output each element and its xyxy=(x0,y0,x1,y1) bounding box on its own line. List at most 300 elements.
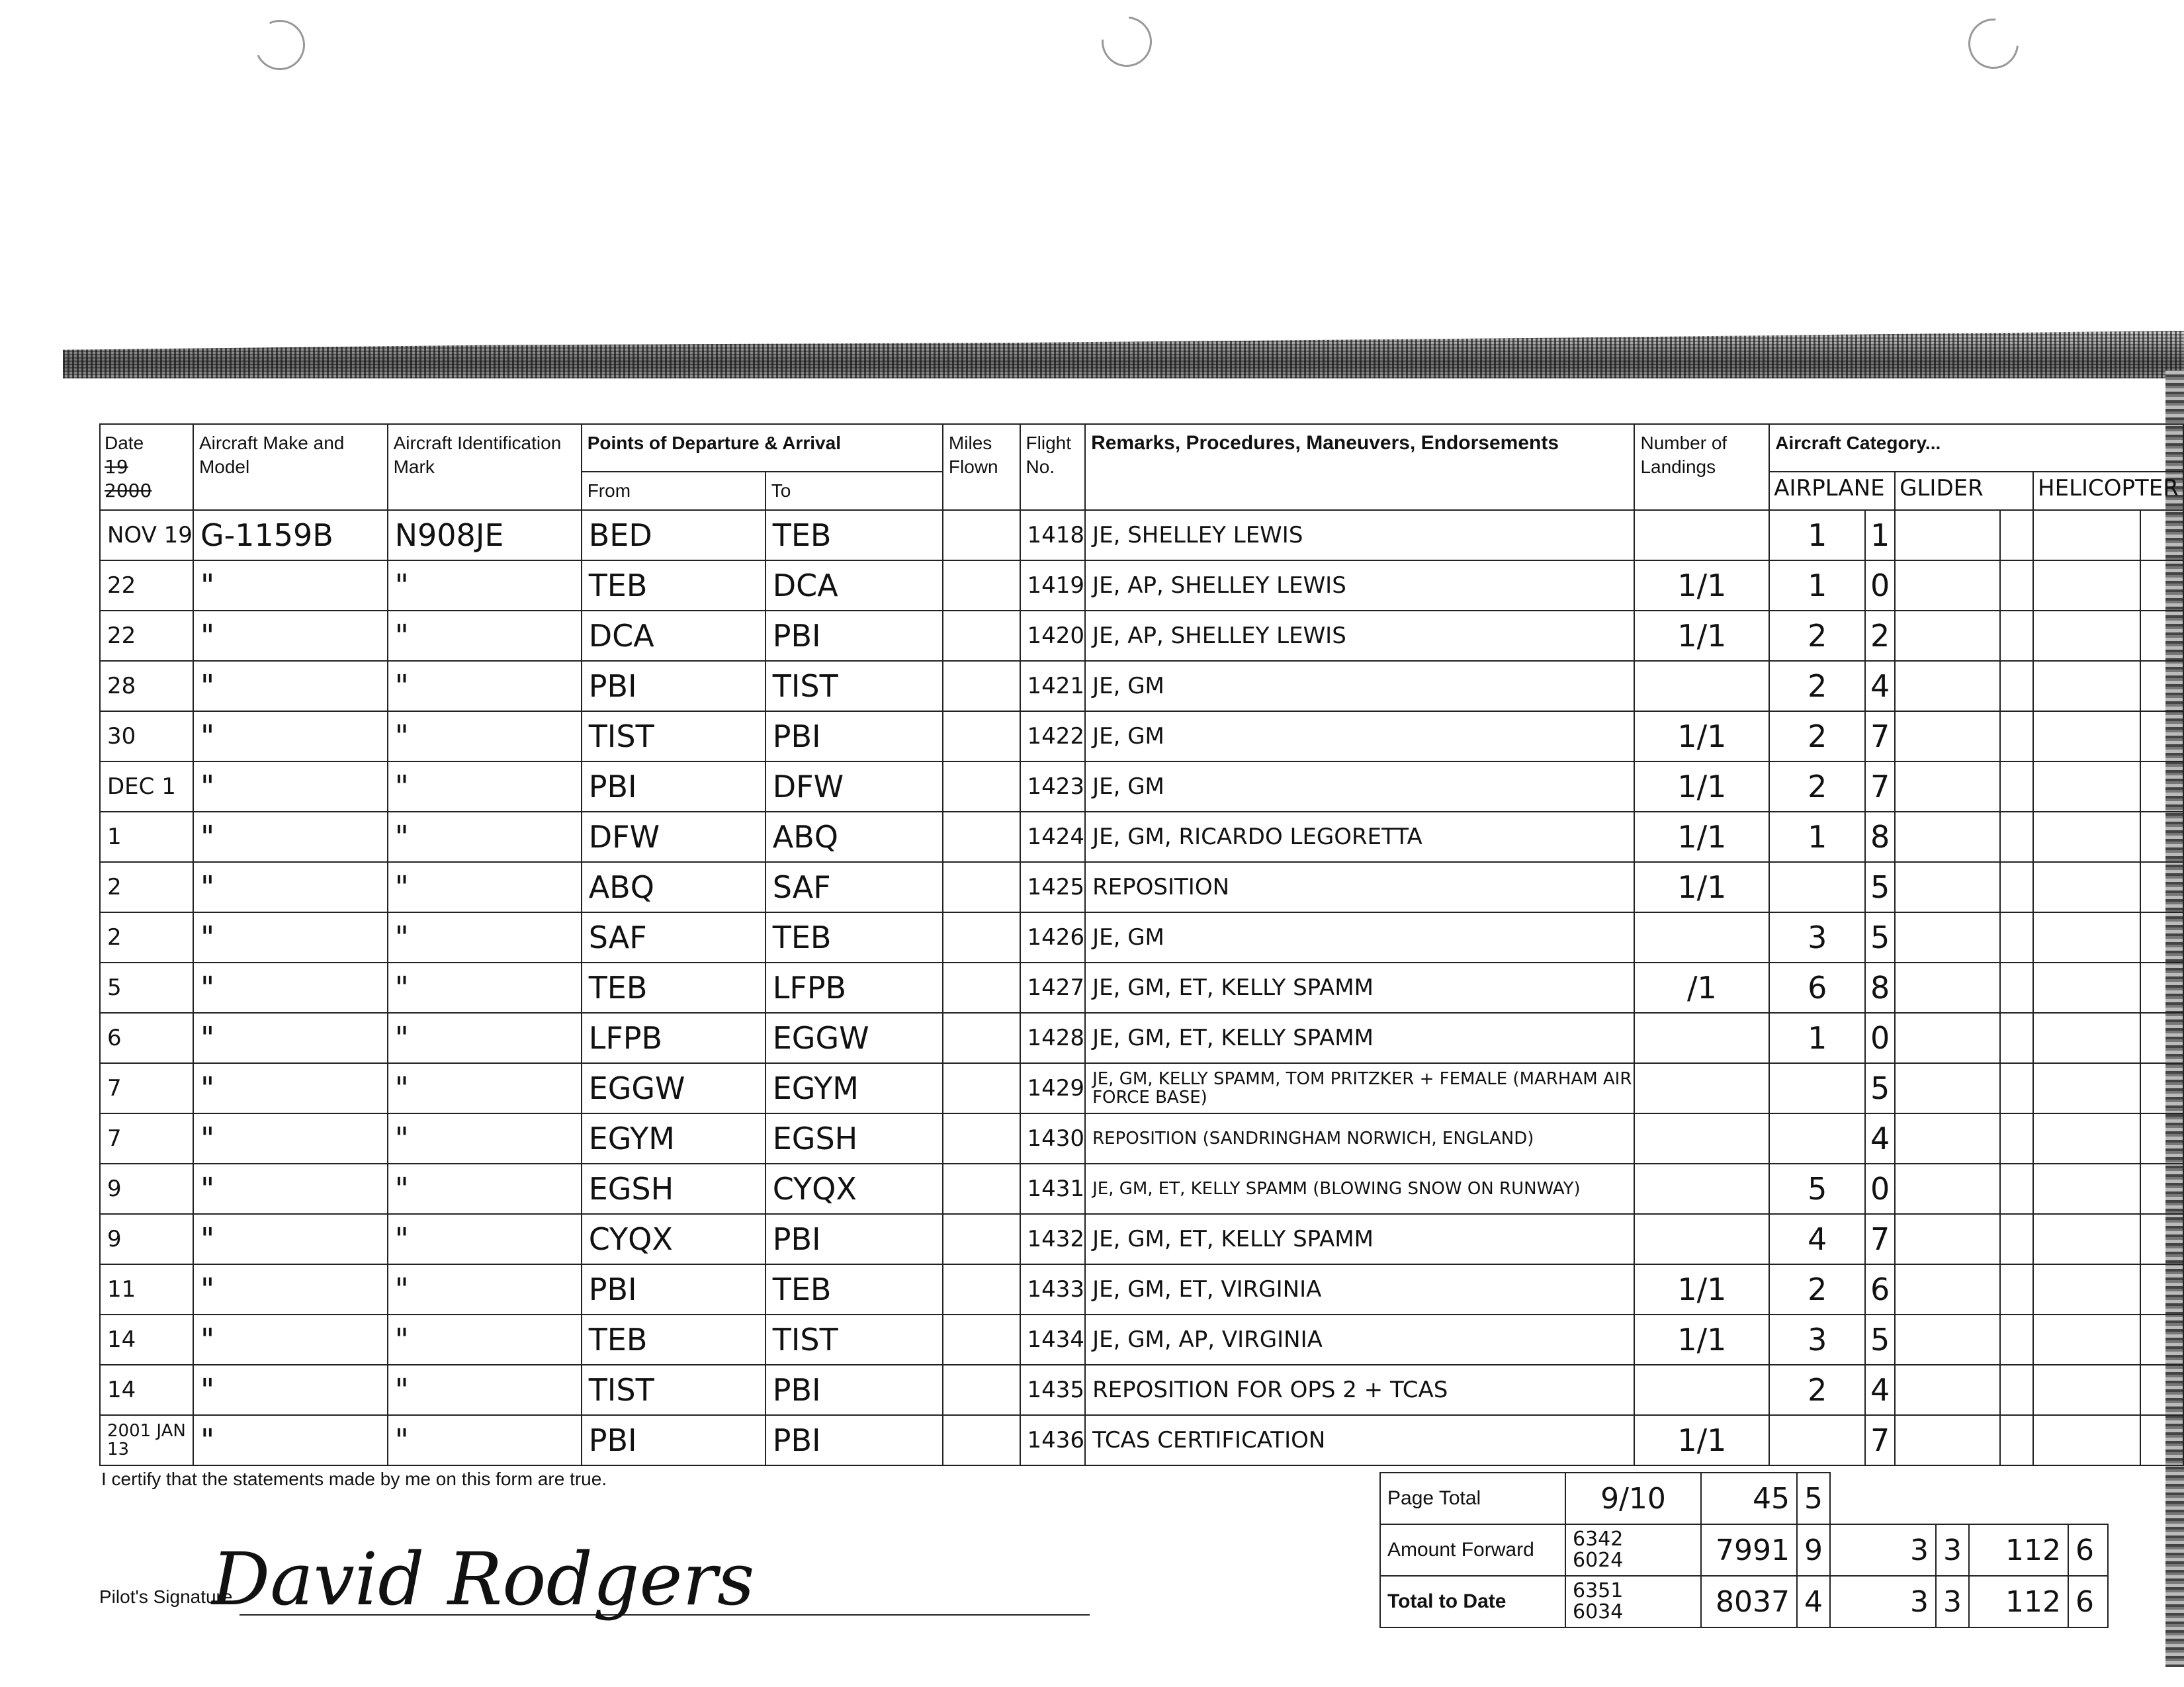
row-glider-hours xyxy=(1895,560,2000,611)
row-glider-tenths xyxy=(2000,611,2033,661)
row-airplane-tenths: 0 xyxy=(1865,1164,1895,1214)
row-ident: " xyxy=(388,862,582,912)
row-heli-hours xyxy=(2033,711,2140,761)
date-year: 2000 xyxy=(105,480,152,501)
row-glider-tenths xyxy=(2000,510,2033,560)
col-landings-header: Number of Landings xyxy=(1634,424,1769,510)
row-glider-tenths xyxy=(2000,1013,2033,1063)
row-glider-tenths xyxy=(2000,1264,2033,1315)
pilot-signature-text: David Rodgers xyxy=(212,1537,755,1622)
row-from: SAF xyxy=(582,912,765,963)
row-glider-hours xyxy=(1895,761,2000,812)
row-from: ABQ xyxy=(582,862,765,912)
row-glider-tenths xyxy=(2000,761,2033,812)
row-airplane-tenths: 5 xyxy=(1865,912,1895,963)
table-row xyxy=(100,912,2183,963)
row-date: 2001 JAN 13 xyxy=(100,1415,193,1465)
row-ident: " xyxy=(388,1063,582,1113)
row-to: PBI xyxy=(765,711,943,761)
row-to: LFPB xyxy=(765,963,943,1013)
row-remarks: JE, GM, ET, KELLY SPAMM (BLOWING SNOW ON RUNWAY) xyxy=(1085,1164,1634,1214)
page-total-hours: 45 xyxy=(1701,1473,1797,1524)
row-remarks: JE, AP, SHELLEY LEWIS xyxy=(1085,560,1634,611)
row-miles xyxy=(943,1365,1020,1415)
row-airplane-hours xyxy=(1769,862,1865,912)
row-heli-tenths xyxy=(2140,963,2183,1013)
total-to-date-landings-a: 6351 xyxy=(1573,1579,1624,1602)
row-date: 22 xyxy=(100,560,193,611)
row-miles xyxy=(943,611,1020,661)
table-row xyxy=(100,862,2183,912)
row-airplane-hours: 1 xyxy=(1769,1013,1865,1063)
row-remarks: JE, GM, ET, VIRGINIA xyxy=(1085,1264,1634,1315)
row-from: TEB xyxy=(582,560,765,611)
amount-forward-landings-b: 6024 xyxy=(1573,1549,1624,1572)
row-heli-tenths xyxy=(2140,611,2183,661)
row-remarks: REPOSITION (SANDRINGHAM NORWICH, ENGLAND) xyxy=(1085,1113,1634,1164)
row-to: SAF xyxy=(765,862,943,912)
col-category-header: Aircraft Category... xyxy=(1769,424,2183,472)
col-to-header: To xyxy=(765,472,943,510)
row-flight-no: 1427 xyxy=(1020,963,1086,1013)
row-from: PBI xyxy=(582,661,765,711)
row-make-model: G-1159B xyxy=(193,510,388,560)
table-row xyxy=(100,711,2183,761)
row-heli-hours xyxy=(2033,510,2140,560)
row-date: 2 xyxy=(100,862,193,912)
row-remarks: JE, SHELLEY LEWIS xyxy=(1085,510,1634,560)
row-landings: 1/1 xyxy=(1634,761,1769,812)
row-from: LFPB xyxy=(582,1013,765,1063)
row-flight-no: 1435 xyxy=(1020,1365,1086,1415)
row-heli-hours xyxy=(2033,963,2140,1013)
row-heli-hours xyxy=(2033,1315,2140,1365)
row-airplane-hours: 2 xyxy=(1769,661,1865,711)
row-flight-no: 1418 xyxy=(1020,510,1086,560)
row-airplane-hours: 2 xyxy=(1769,611,1865,661)
row-heli-hours xyxy=(2033,560,2140,611)
cat-glider-header: GLIDER xyxy=(1895,472,2033,510)
row-remarks: JE, GM xyxy=(1085,761,1634,812)
row-glider-tenths xyxy=(2000,560,2033,611)
row-miles xyxy=(943,1415,1020,1465)
row-airplane-tenths: 4 xyxy=(1865,1365,1895,1415)
row-flight-no: 1421 xyxy=(1020,661,1086,711)
row-heli-tenths xyxy=(2140,1415,2183,1465)
row-glider-hours xyxy=(1895,611,2000,661)
row-heli-hours xyxy=(2033,611,2140,661)
row-date: 14 xyxy=(100,1365,193,1415)
row-date: 14 xyxy=(100,1315,193,1365)
row-heli-hours xyxy=(2033,812,2140,862)
row-landings xyxy=(1634,510,1769,560)
total-to-date-hours: 8037 xyxy=(1701,1576,1797,1627)
row-make-model: " xyxy=(193,1013,388,1063)
row-heli-tenths xyxy=(2140,812,2183,862)
total-to-date-heli-tenths: 6 xyxy=(2068,1576,2108,1627)
row-from: EGYM xyxy=(582,1113,765,1164)
row-to: TEB xyxy=(765,1264,943,1315)
total-to-date-label: Total to Date xyxy=(1380,1576,1565,1627)
row-ident: " xyxy=(388,1113,582,1164)
row-heli-tenths xyxy=(2140,711,2183,761)
row-landings xyxy=(1634,1164,1769,1214)
row-to: EGYM xyxy=(765,1063,943,1113)
row-glider-hours xyxy=(1895,1164,2000,1214)
page-total-tenths: 5 xyxy=(1797,1473,1830,1524)
row-make-model: " xyxy=(193,812,388,862)
row-glider-hours xyxy=(1895,1415,2000,1465)
table-row xyxy=(100,560,2183,611)
table-row xyxy=(100,1113,2183,1164)
row-flight-no: 1423 xyxy=(1020,761,1086,812)
row-glider-tenths xyxy=(2000,711,2033,761)
row-heli-hours xyxy=(2033,761,2140,812)
row-heli-hours xyxy=(2033,1365,2140,1415)
amount-forward-row xyxy=(1380,1524,2108,1576)
row-remarks: JE, GM, ET, KELLY SPAMM xyxy=(1085,1214,1634,1264)
row-landings: 1/1 xyxy=(1634,560,1769,611)
row-landings: /1 xyxy=(1634,963,1769,1013)
row-glider-hours xyxy=(1895,1365,2000,1415)
col-date-header xyxy=(100,424,193,510)
row-flight-no: 1432 xyxy=(1020,1214,1086,1264)
cat-helicopter-header: HELICOPTER xyxy=(2033,472,2183,510)
col-points-header: Points of Departure & Arrival xyxy=(582,424,943,472)
row-glider-hours xyxy=(1895,661,2000,711)
row-airplane-tenths: 4 xyxy=(1865,1113,1895,1164)
row-glider-hours xyxy=(1895,862,2000,912)
row-glider-hours xyxy=(1895,1214,2000,1264)
row-make-model: " xyxy=(193,1365,388,1415)
row-heli-tenths xyxy=(2140,1164,2183,1214)
row-landings xyxy=(1634,1214,1769,1264)
row-ident: " xyxy=(388,761,582,812)
row-make-model: " xyxy=(193,1315,388,1365)
totals-table xyxy=(1379,1472,2109,1628)
row-landings xyxy=(1634,661,1769,711)
table-row xyxy=(100,1013,2183,1063)
row-airplane-tenths: 8 xyxy=(1865,812,1895,862)
row-heli-hours xyxy=(2033,862,2140,912)
row-from: DCA xyxy=(582,611,765,661)
row-remarks: REPOSITION FOR OPS 2 + TCAS xyxy=(1085,1365,1634,1415)
row-date: DEC 1 xyxy=(100,761,193,812)
logbook-rows xyxy=(100,510,2183,1465)
row-to: EGSH xyxy=(765,1113,943,1164)
row-heli-hours xyxy=(2033,1113,2140,1164)
row-make-model: " xyxy=(193,1214,388,1264)
table-row xyxy=(100,1063,2183,1113)
row-ident: " xyxy=(388,912,582,963)
table-row xyxy=(100,761,2183,812)
col-from-header: From xyxy=(582,472,765,510)
row-date: 9 xyxy=(100,1164,193,1214)
row-glider-tenths xyxy=(2000,912,2033,963)
row-miles xyxy=(943,812,1020,862)
row-airplane-hours xyxy=(1769,1113,1865,1164)
row-airplane-tenths: 7 xyxy=(1865,711,1895,761)
punch-hole-right xyxy=(1958,8,2029,79)
row-date: 6 xyxy=(100,1013,193,1063)
row-make-model: " xyxy=(193,560,388,611)
row-heli-hours xyxy=(2033,1164,2140,1214)
row-glider-hours xyxy=(1895,711,2000,761)
row-make-model: " xyxy=(193,611,388,661)
logbook-form xyxy=(99,423,2184,1466)
row-airplane-hours: 2 xyxy=(1769,711,1865,761)
row-airplane-hours: 3 xyxy=(1769,1315,1865,1365)
row-ident: " xyxy=(388,1214,582,1264)
row-make-model: " xyxy=(193,1164,388,1214)
table-row xyxy=(100,1415,2183,1465)
page-total-row xyxy=(1380,1473,2108,1524)
row-glider-hours xyxy=(1895,1013,2000,1063)
row-flight-no: 1420 xyxy=(1020,611,1086,661)
table-row xyxy=(100,1365,2183,1415)
row-miles xyxy=(943,1063,1020,1113)
row-to: CYQX xyxy=(765,1164,943,1214)
row-miles xyxy=(943,862,1020,912)
row-miles xyxy=(943,1214,1020,1264)
total-to-date-heli-hours: 112 xyxy=(1969,1576,2068,1627)
amount-forward-heli-tenths: 6 xyxy=(2068,1524,2108,1576)
row-make-model: " xyxy=(193,1264,388,1315)
row-date: 28 xyxy=(100,661,193,711)
row-to: TIST xyxy=(765,1315,943,1365)
row-glider-tenths xyxy=(2000,1365,2033,1415)
date-year-struck: 19 xyxy=(105,456,128,478)
row-from: TEB xyxy=(582,1315,765,1365)
row-airplane-tenths: 5 xyxy=(1865,862,1895,912)
row-make-model: " xyxy=(193,963,388,1013)
row-miles xyxy=(943,711,1020,761)
certify-statement: I certify that the statements made by me on this form are true. xyxy=(101,1469,607,1489)
table-row xyxy=(100,1315,2183,1365)
punch-hole-left xyxy=(247,13,312,77)
row-remarks: JE, GM xyxy=(1085,912,1634,963)
row-to: TEB xyxy=(765,510,943,560)
row-landings: 1/1 xyxy=(1634,1415,1769,1465)
row-airplane-tenths: 7 xyxy=(1865,1415,1895,1465)
row-landings: 1/1 xyxy=(1634,611,1769,661)
table-row xyxy=(100,812,2183,862)
row-miles xyxy=(943,1315,1020,1365)
col-ident-header: Aircraft Identification Mark xyxy=(388,424,582,510)
total-to-date-row xyxy=(1380,1576,2108,1627)
row-glider-hours xyxy=(1895,812,2000,862)
row-miles xyxy=(943,560,1020,611)
row-airplane-tenths: 0 xyxy=(1865,1013,1895,1063)
row-airplane-tenths: 6 xyxy=(1865,1264,1895,1315)
row-flight-no: 1428 xyxy=(1020,1013,1086,1063)
row-glider-hours xyxy=(1895,1063,2000,1113)
row-glider-tenths xyxy=(2000,1415,2033,1465)
row-make-model: " xyxy=(193,1415,388,1465)
row-remarks: JE, AP, SHELLEY LEWIS xyxy=(1085,611,1634,661)
amount-forward-hours: 7991 xyxy=(1701,1524,1797,1576)
row-ident: N908JE xyxy=(388,510,582,560)
row-to: PBI xyxy=(765,1214,943,1264)
row-landings xyxy=(1634,1365,1769,1415)
row-glider-tenths xyxy=(2000,1113,2033,1164)
row-airplane-hours: 1 xyxy=(1769,510,1865,560)
row-date: NOV 19 xyxy=(100,510,193,560)
row-landings xyxy=(1634,912,1769,963)
row-from: DFW xyxy=(582,812,765,862)
row-to: DCA xyxy=(765,560,943,611)
row-airplane-tenths: 5 xyxy=(1865,1315,1895,1365)
row-heli-hours xyxy=(2033,1264,2140,1315)
col-make-header: Aircraft Make and Model xyxy=(193,424,388,510)
row-airplane-hours: 1 xyxy=(1769,560,1865,611)
row-ident: " xyxy=(388,1013,582,1063)
row-to: TIST xyxy=(765,661,943,711)
row-miles xyxy=(943,1013,1020,1063)
row-glider-tenths xyxy=(2000,1063,2033,1113)
row-heli-tenths xyxy=(2140,862,2183,912)
col-flight-header: Flight No. xyxy=(1020,424,1086,510)
row-remarks: JE, GM, AP, VIRGINIA xyxy=(1085,1315,1634,1365)
row-glider-tenths xyxy=(2000,1214,2033,1264)
row-glider-hours xyxy=(1895,510,2000,560)
row-flight-no: 1424 xyxy=(1020,812,1086,862)
row-from: PBI xyxy=(582,761,765,812)
row-ident: " xyxy=(388,611,582,661)
table-row xyxy=(100,963,2183,1013)
row-airplane-hours: 2 xyxy=(1769,761,1865,812)
total-to-date-glider-tenths: 3 xyxy=(1936,1576,1969,1627)
row-landings: 1/1 xyxy=(1634,1264,1769,1315)
row-heli-tenths xyxy=(2140,761,2183,812)
table-row xyxy=(100,661,2183,711)
cat-airplane-header: AIRPLANE xyxy=(1769,472,1895,510)
total-to-date-landings-b: 6034 xyxy=(1573,1600,1624,1623)
row-landings: 1/1 xyxy=(1634,1315,1769,1365)
row-heli-tenths xyxy=(2140,510,2183,560)
row-from: TIST xyxy=(582,1365,765,1415)
row-heli-tenths xyxy=(2140,560,2183,611)
row-flight-no: 1429 xyxy=(1020,1063,1086,1113)
row-miles xyxy=(943,912,1020,963)
signature-label: Pilot's Signature xyxy=(99,1586,233,1607)
row-to: TEB xyxy=(765,912,943,963)
row-date: 1 xyxy=(100,812,193,862)
row-ident: " xyxy=(388,812,582,862)
row-airplane-hours xyxy=(1769,1415,1865,1465)
row-heli-hours xyxy=(2033,1063,2140,1113)
pilot-signature xyxy=(198,1505,755,1637)
row-miles xyxy=(943,1164,1020,1214)
row-ident: " xyxy=(388,560,582,611)
row-glider-tenths xyxy=(2000,1315,2033,1365)
amount-forward-label: Amount Forward xyxy=(1380,1524,1565,1576)
row-ident: " xyxy=(388,711,582,761)
row-heli-hours xyxy=(2033,1415,2140,1465)
row-from: EGSH xyxy=(582,1164,765,1214)
amount-forward-heli-hours: 112 xyxy=(1969,1524,2068,1576)
row-airplane-hours: 2 xyxy=(1769,1365,1865,1415)
row-heli-tenths xyxy=(2140,912,2183,963)
row-airplane-hours: 4 xyxy=(1769,1214,1865,1264)
row-ident: " xyxy=(388,1365,582,1415)
row-remarks: JE, GM xyxy=(1085,711,1634,761)
row-flight-no: 1434 xyxy=(1020,1315,1086,1365)
row-to: EGGW xyxy=(765,1013,943,1063)
row-make-model: " xyxy=(193,862,388,912)
row-miles xyxy=(943,963,1020,1013)
scan-shadow-band xyxy=(63,331,2184,378)
page-total-landings: 9/10 xyxy=(1565,1473,1701,1524)
row-make-model: " xyxy=(193,711,388,761)
row-make-model: " xyxy=(193,761,388,812)
row-from: CYQX xyxy=(582,1214,765,1264)
row-from: EGGW xyxy=(582,1063,765,1113)
row-heli-tenths xyxy=(2140,1063,2183,1113)
table-row xyxy=(100,510,2183,560)
amount-forward-landings xyxy=(1565,1524,1701,1576)
row-to: ABQ xyxy=(765,812,943,862)
row-remarks: JE, GM, ET, KELLY SPAMM xyxy=(1085,963,1634,1013)
row-make-model: " xyxy=(193,661,388,711)
page-total-label: Page Total xyxy=(1380,1473,1565,1524)
row-to: PBI xyxy=(765,611,943,661)
row-miles xyxy=(943,1113,1020,1164)
table-row xyxy=(100,1264,2183,1315)
row-glider-tenths xyxy=(2000,862,2033,912)
row-glider-tenths xyxy=(2000,812,2033,862)
row-glider-hours xyxy=(1895,912,2000,963)
row-flight-no: 1426 xyxy=(1020,912,1086,963)
col-miles-header: Miles Flown xyxy=(943,424,1020,510)
row-from: TEB xyxy=(582,963,765,1013)
row-flight-no: 1422 xyxy=(1020,711,1086,761)
row-heli-tenths xyxy=(2140,1214,2183,1264)
row-heli-hours xyxy=(2033,661,2140,711)
row-date: 2 xyxy=(100,912,193,963)
row-remarks: JE, GM xyxy=(1085,661,1634,711)
row-date: 9 xyxy=(100,1214,193,1264)
row-from: PBI xyxy=(582,1415,765,1465)
row-airplane-hours: 6 xyxy=(1769,963,1865,1013)
row-heli-hours xyxy=(2033,912,2140,963)
row-glider-hours xyxy=(1895,1315,2000,1365)
row-glider-hours xyxy=(1895,963,2000,1013)
row-airplane-tenths: 2 xyxy=(1865,611,1895,661)
row-airplane-hours: 5 xyxy=(1769,1164,1865,1214)
row-airplane-hours: 2 xyxy=(1769,1264,1865,1315)
row-make-model: " xyxy=(193,1063,388,1113)
row-flight-no: 1431 xyxy=(1020,1164,1086,1214)
row-airplane-tenths: 1 xyxy=(1865,510,1895,560)
row-landings xyxy=(1634,1063,1769,1113)
row-heli-hours xyxy=(2033,1013,2140,1063)
row-to: PBI xyxy=(765,1415,943,1465)
row-remarks: JE, GM, ET, KELLY SPAMM xyxy=(1085,1013,1634,1063)
row-heli-tenths xyxy=(2140,1365,2183,1415)
row-flight-no: 1430 xyxy=(1020,1113,1086,1164)
date-header-label: Date xyxy=(105,433,144,453)
row-date: 7 xyxy=(100,1113,193,1164)
logbook-table xyxy=(99,423,2184,1466)
row-heli-tenths xyxy=(2140,1113,2183,1164)
amount-forward-landings-a: 6342 xyxy=(1573,1528,1624,1551)
row-ident: " xyxy=(388,963,582,1013)
row-glider-hours xyxy=(1895,1113,2000,1164)
row-miles xyxy=(943,661,1020,711)
row-heli-tenths xyxy=(2140,1013,2183,1063)
row-heli-hours xyxy=(2033,1214,2140,1264)
